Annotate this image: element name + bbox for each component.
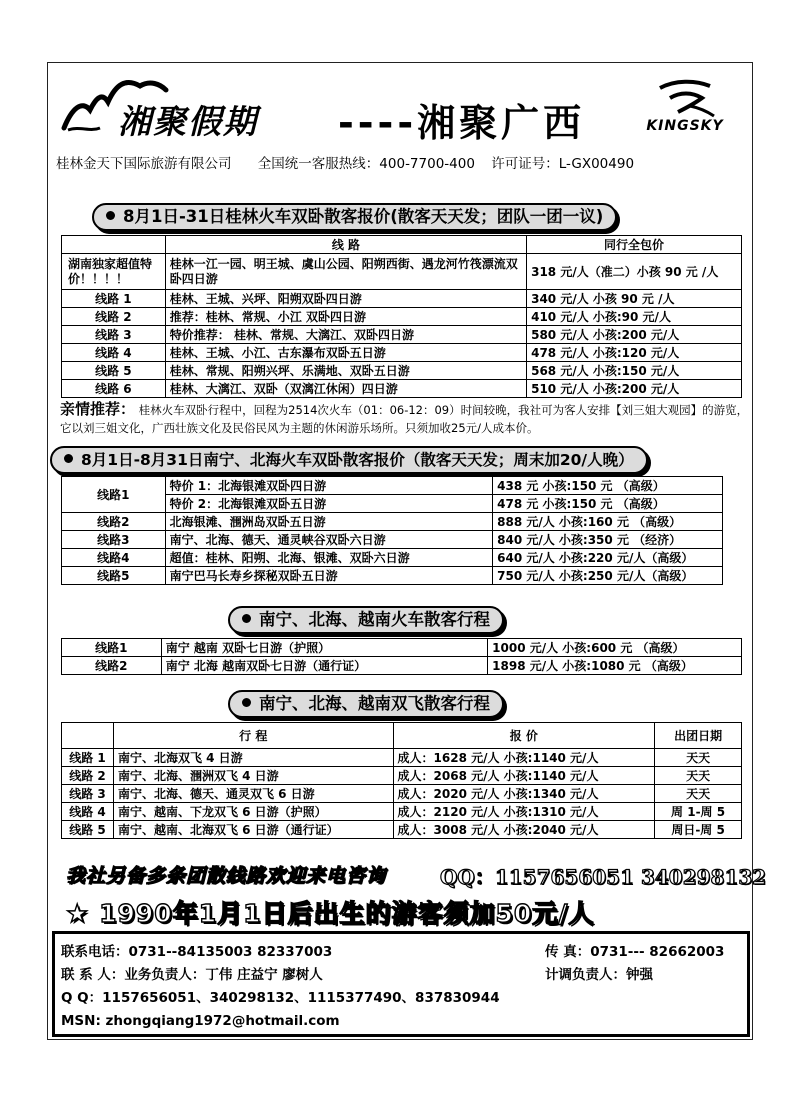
route-name: 线路4 <box>62 549 166 567</box>
route-price: 510 元/人 小孩:200 元/人 <box>527 380 742 398</box>
company-name: 桂林金天下国际旅游有限公司 <box>56 156 232 172</box>
bullet-icon <box>106 211 115 220</box>
route-desc: 南宁、北海、涠洲双飞 4 日游 <box>113 767 393 785</box>
route-price: 840 元/人 小孩:350 元 （经济） <box>493 531 723 549</box>
contact-qq: Q Q：1157656051、340298132、1115377490、837830944 <box>61 990 500 1006</box>
route-price: 478 元/人 小孩:120 元/人 <box>527 344 742 362</box>
route-desc: 桂林、王城、兴坪、阳朔双卧四日游 <box>165 290 526 308</box>
route-price: 888 元/人 小孩:160 元 （高级） <box>493 513 723 531</box>
route-name: 线路 1 <box>62 290 166 308</box>
section4-title: 南宁、北海、越南双飞散客行程 <box>259 694 490 713</box>
col-route-header: 线 路 <box>165 236 526 254</box>
route-price: 340 元/人 小孩 90 元 /人 <box>527 290 742 308</box>
contact-person: 联 系 人：业务负责人：丁伟 庄益宁 廖树人 <box>61 967 323 983</box>
route-name: 线路3 <box>62 531 166 549</box>
kingsky-emblem-icon <box>650 78 720 118</box>
route-price: 成人：2020 元/人 小孩:1340 元/人 <box>393 785 655 803</box>
depart-date: 周日-周 5 <box>655 821 742 839</box>
route-price: 成人：1628 元/人 小孩:1140 元/人 <box>393 749 655 767</box>
route-desc: 北海银滩、涠洲岛双卧五日游 <box>165 513 493 531</box>
recommendation-note <box>60 400 750 437</box>
section4-banner <box>228 690 504 718</box>
section2-table <box>61 476 723 585</box>
route-name: 线路2 <box>62 513 166 531</box>
route-name: 湖南独家超值特 价！！！！ <box>62 254 166 290</box>
promo-age-surcharge: ★ 1990年1月1日后出生的游客须加50元/人 <box>66 899 595 928</box>
route-desc: 南宁 越南 双卧七日游（护照） <box>161 639 487 657</box>
route-price: 410 元/人 小孩:90 元/人 <box>527 308 742 326</box>
table-row <box>62 362 742 380</box>
hotline: 全国统一客服热线：400-7700-400 <box>257 156 475 172</box>
route-desc: 南宁巴马长寿乡探秘双卧五日游 <box>165 567 493 585</box>
license-number: 许可证号：L-GX00490 <box>491 156 635 172</box>
section1-banner <box>92 203 617 231</box>
table-row <box>62 344 742 362</box>
route-price: 568 元/人 小孩:150 元/人 <box>527 362 742 380</box>
section3-title: 南宁、北海、越南火车散客行程 <box>259 610 490 629</box>
table-row <box>62 749 742 767</box>
section2-banner <box>50 446 648 474</box>
table-row <box>62 380 742 398</box>
route-price: 580 元/人 小孩:200 元/人 <box>527 326 742 344</box>
route-price: 1898 元/人 小孩:1080 元 （高级） <box>488 657 742 675</box>
route-price: 318 元/人（准二）小孩 90 元 /人 <box>527 254 742 290</box>
route-desc: 南宁、北海、德天、通灵双飞 6 日游 <box>113 785 393 803</box>
route-name: 线路1 <box>62 477 166 513</box>
route-price: 438 元 小孩:150 元 （高级） <box>493 477 723 495</box>
bullet-icon <box>242 698 251 707</box>
bullet-icon <box>64 454 73 463</box>
route-desc: 南宁、北海、德天、通灵峡谷双卧六日游 <box>165 531 493 549</box>
route-desc: 超值：桂林、阳朔、北海、银滩、双卧六日游 <box>165 549 493 567</box>
brand-subtitle: ----湘聚广西 <box>338 101 586 145</box>
table-header-row <box>62 723 742 749</box>
table-row <box>62 549 723 567</box>
promo-inquiry-text: 我社另备多条团散线路欢迎来电咨询 <box>66 865 387 887</box>
promo-qq-text: QQ：1157656051 340298132 <box>440 865 767 889</box>
route-price: 750 元/人 小孩:250 元/人（高级） <box>493 567 723 585</box>
note-text: 桂林火车双卧行程中，回程为2514次火车（01：06-12：09）时间较晚，我社可为客人安排【刘三姐大观园】的游览，它以刘三姐文化，广西壮族文化及民俗民风为主题的休闲游乐场所。只须加收25元/人成本价。 <box>60 403 749 435</box>
route-desc: 南宁、北海双飞 4 日游 <box>113 749 393 767</box>
route-name: 线路2 <box>62 657 162 675</box>
contact-msn: MSN: zhongqiang1972@hotmail.com <box>61 1013 340 1029</box>
route-name: 线路 4 <box>62 344 166 362</box>
contact-box <box>52 931 750 1037</box>
table-row <box>62 477 723 495</box>
table-row <box>62 767 742 785</box>
brand-name: 湘聚假期 <box>118 102 258 141</box>
route-desc: 南宁、越南、下龙双飞 6 日游（护照） <box>113 803 393 821</box>
route-desc: 南宁 北海 越南双卧七日游（通行证） <box>161 657 487 675</box>
route-name: 线路1 <box>62 639 162 657</box>
table-row <box>62 326 742 344</box>
table-row <box>62 567 723 585</box>
section1-table <box>61 235 742 398</box>
route-desc: 南宁、越南、北海双飞 6 日游（通行证） <box>113 821 393 839</box>
route-price: 成人：3008 元/人 小孩:2040 元/人 <box>393 821 655 839</box>
route-price: 成人：2120 元/人 小孩:1310 元/人 <box>393 803 655 821</box>
company-info-line <box>56 152 756 172</box>
table-row <box>62 785 742 803</box>
route-desc: 桂林、大漓江、双卧（双漓江休闲）四日游 <box>165 380 526 398</box>
route-price: 478 元 小孩:150 元 （高级） <box>493 495 723 513</box>
table-header-row <box>62 236 742 254</box>
col-price-header: 报 价 <box>393 723 655 749</box>
bullet-icon <box>242 614 251 623</box>
route-price: 成人：2068 元/人 小孩:1140 元/人 <box>393 767 655 785</box>
depart-date: 天天 <box>655 749 742 767</box>
route-name: 线路 3 <box>62 326 166 344</box>
table-row <box>62 531 723 549</box>
depart-date: 天天 <box>655 785 742 803</box>
route-price: 1000 元/人 小孩:600 元 （高级） <box>488 639 742 657</box>
section3-table <box>61 638 742 675</box>
route-name: 线路 2 <box>62 308 166 326</box>
table-row <box>62 821 742 839</box>
table-row <box>62 513 723 531</box>
table-row <box>62 657 742 675</box>
route-name: 线路 5 <box>62 362 166 380</box>
route-desc: 推荐：桂林、常规、小江 双卧四日游 <box>165 308 526 326</box>
route-name: 线路 6 <box>62 380 166 398</box>
table-row <box>62 290 742 308</box>
table-row <box>62 639 742 657</box>
route-desc: 桂林一江一园、明王城、虞山公园、阳朔西街、遇龙河竹筏漂流双卧四日游 <box>165 254 526 290</box>
route-desc: 特价 1：北海银滩双卧四日游 <box>165 477 493 495</box>
route-desc: 特价 2：北海银滩双卧五日游 <box>165 495 493 513</box>
route-name: 线路 3 <box>62 785 114 803</box>
kingsky-logo <box>630 78 740 148</box>
route-name: 线路 1 <box>62 749 114 767</box>
route-name: 线路 2 <box>62 767 114 785</box>
col-price-header: 同行全包价 <box>527 236 742 254</box>
contact-phone: 联系电话：0731--84135003 82337003 <box>61 944 333 960</box>
route-name: 线路5 <box>62 567 166 585</box>
route-desc: 桂林、王城、小江、古东瀑布双卧五日游 <box>165 344 526 362</box>
table-row <box>62 308 742 326</box>
depart-date: 周 1-周 5 <box>655 803 742 821</box>
contact-fax: 传 真：0731--- 82662003 <box>545 944 725 960</box>
route-name: 线路 5 <box>62 821 114 839</box>
note-label: 亲情推荐： <box>60 400 136 418</box>
kingsky-text: KINGSKY <box>646 118 724 134</box>
section1-title: 8月1日-31日桂林火车双卧散客报价(散客天天发；团队一团一议) <box>123 207 604 226</box>
route-desc: 特价推荐： 桂林、常规、大漓江、双卧四日游 <box>165 326 526 344</box>
col-date-header: 出团日期 <box>655 723 742 749</box>
table-row <box>62 254 742 290</box>
table-row <box>62 803 742 821</box>
section4-table <box>61 722 742 839</box>
section3-banner <box>228 606 504 634</box>
route-price: 640 元/人 小孩:220 元/人（高级） <box>493 549 723 567</box>
section2-title: 8月1日-8月31日南宁、北海火车双卧散客报价（散客天天发；周末加20/人晚） <box>81 451 634 469</box>
contact-dispatcher: 计调负责人：钟强 <box>545 967 653 983</box>
depart-date: 天天 <box>655 767 742 785</box>
route-desc: 桂林、常规、阳朔兴坪、乐满地、双卧五日游 <box>165 362 526 380</box>
route-name: 线路 4 <box>62 803 114 821</box>
col-route-header: 行 程 <box>113 723 393 749</box>
